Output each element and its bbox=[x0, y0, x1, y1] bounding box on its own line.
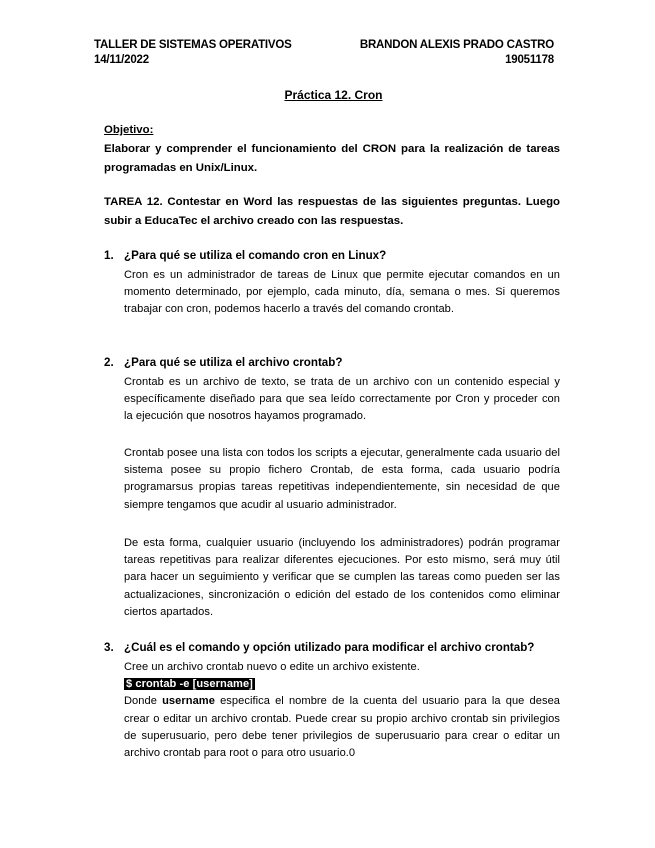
answer-2-paragraph-2: Crontab posee una lista con todos los scripts a ejecutar, generalmente cada usuario del sistema posee su propio fichero Crontab, de esta forma, cada usuario podría programarsus propias tareas repetitivas independientemente, sin necesidad de que siempre tengamos que acudir al usuario administrador. bbox=[124, 447, 560, 511]
question-2: 2. ¿Para qué se utiliza el archivo crontab? bbox=[104, 356, 343, 369]
question-3-text: ¿Cuál es el comando y opción utilizado para modificar el archivo crontab? bbox=[124, 641, 535, 654]
answer-3 bbox=[124, 659, 560, 762]
username-term: username bbox=[162, 695, 215, 708]
answer-1 bbox=[124, 267, 560, 319]
document-date: 14/11/2022 bbox=[94, 54, 149, 66]
answer-3-explanation: Donde username especifica el nombre de la cuenta del usuario para la que desea crear o editar un archivo crontab. Puede crear su propio archivo crontab sin privilegios de superusuario, pero debe tener privilegios de superusuario para crear o editar un archivo crontab para root o para otro usuario.0 bbox=[124, 695, 561, 760]
task-statement: TAREA 12. Contestar en Word las respuestas de las siguientes preguntas. Luego subir a EducaTec el archivo creado con las respuestas. bbox=[104, 196, 560, 227]
answer-2-paragraph-1: Crontab es un archivo de texto, se trata de un archivo con un contenido especial y específicamente diseñado para que sea leído correctamente por Cron y proceder con la ejecución que nosotros hayamos programado. bbox=[124, 376, 560, 423]
question-1: 1. ¿Para qué se utiliza el comando cron en Linux? bbox=[104, 249, 387, 262]
answer-2-paragraph-3: De esta forma, cualquier usuario (incluyendo los administradores) podrán programar tareas repetitivas para realizar diferentes ejecuciones. Por esto mismo, será muy útil para hacer un seguimiento y verificar que se cumplen las tareas como pueden ser las actualizaciones, sincronización o edición del estado de los contenidos como eliminar ciertos apartados. bbox=[124, 537, 560, 618]
student-id: 19051178 bbox=[505, 54, 554, 66]
course-name: TALLER DE SISTEMAS OPERATIVOS bbox=[94, 39, 292, 51]
question-3: 3. ¿Cuál es el comando y opción utilizado para modificar el archivo crontab? bbox=[104, 641, 535, 654]
answer-3-intro: Cree un archivo crontab nuevo o edite un archivo existente. bbox=[124, 661, 420, 673]
question-1-text: ¿Para qué se utiliza el comando cron en Linux? bbox=[124, 249, 387, 262]
crontab-command: $ crontab -e [username] bbox=[126, 678, 253, 691]
objective-section bbox=[104, 121, 560, 178]
objective-text: Elaborar y comprender el funcionamiento del CRON para la realización de tareas programadas en Unix/Linux. bbox=[104, 143, 560, 174]
page-title: Práctica 12. Cron bbox=[284, 88, 383, 102]
student-name: BRANDON ALEXIS PRADO CASTRO bbox=[359, 39, 554, 51]
answer-1-paragraph: Cron es un administrador de tareas de Linux que permite ejecutar comandos en un momento determinado, por ejemplo, cada minuto, día, semana o mes. Si queremos trabajar con cron, podemos hacerlo a través del comando crontab. bbox=[124, 269, 560, 316]
question-2-text: ¿Para qué se utiliza el archivo crontab? bbox=[124, 356, 343, 369]
objective-label: Objetivo: bbox=[104, 124, 154, 136]
